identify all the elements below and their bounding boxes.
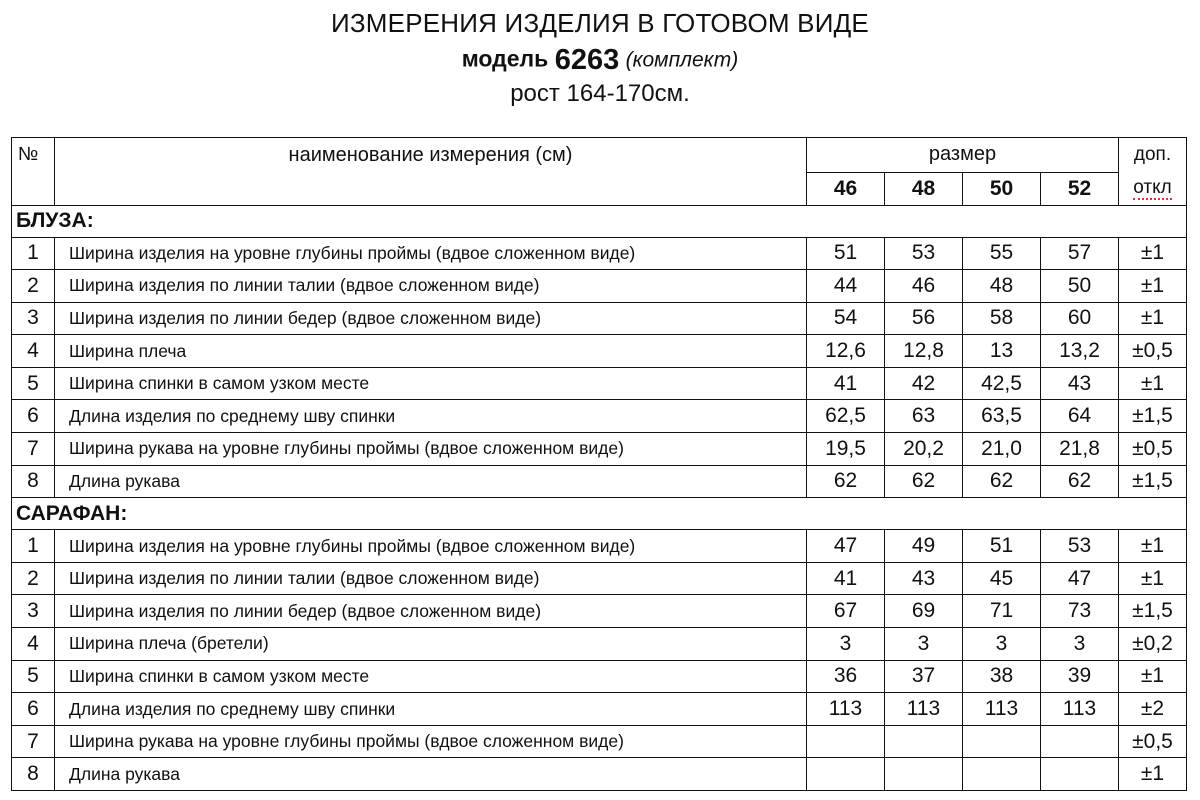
measurement-name: Ширина изделия по линии талии (вдвое сложенном виде) (55, 562, 807, 595)
section-title: САРАФАН: (12, 498, 1187, 530)
measurement-name: Длина изделия по среднему шву спинки (55, 400, 807, 433)
size-value: 49 (885, 530, 963, 563)
measurement-name: Ширина изделия по линии талии (вдвое сложенном виде) (55, 270, 807, 303)
size-value (807, 758, 885, 791)
table-row (12, 530, 1187, 563)
size-value: 62 (807, 465, 885, 498)
size-value: 3 (963, 628, 1041, 661)
row-number: 7 (12, 433, 55, 466)
col-dev-header-2 (1119, 172, 1187, 205)
table-row (12, 335, 1187, 368)
size-value: 41 (807, 367, 885, 400)
size-value: 48 (963, 270, 1041, 303)
size-value: 71 (963, 595, 1041, 628)
table-row (12, 465, 1187, 498)
size-value: 63,5 (963, 400, 1041, 433)
tolerance-value: ±1,5 (1119, 465, 1187, 498)
table-row (12, 367, 1187, 400)
size-value: 13 (963, 335, 1041, 368)
size-value: 45 (963, 562, 1041, 595)
measurement-name: Ширина спинки в самом узком месте (55, 660, 807, 693)
size-value: 3 (807, 628, 885, 661)
tolerance-value: ±1 (1119, 562, 1187, 595)
row-number: 2 (12, 270, 55, 303)
row-number: 1 (12, 237, 55, 270)
measurement-name: Ширина спинки в самом узком месте (55, 367, 807, 400)
size-value: 47 (807, 530, 885, 563)
size-value (963, 725, 1041, 758)
tolerance-value: ±1 (1119, 237, 1187, 270)
size-value: 53 (1041, 530, 1119, 563)
model-label: модель (461, 45, 549, 72)
tolerance-value: ±1 (1119, 758, 1187, 791)
table-row (12, 270, 1187, 303)
table-row (12, 302, 1187, 335)
tolerance-value: ±1 (1119, 302, 1187, 335)
height-line: рост 164-170см. (510, 80, 690, 107)
col-dev-header-2-text: откл (1133, 177, 1172, 199)
size-value: 43 (1041, 367, 1119, 400)
model-number: 6263 (554, 44, 620, 76)
measurement-name: Ширина рукава на уровне глубины проймы (вдвое сложенном виде) (55, 433, 807, 466)
size-value: 13,2 (1041, 335, 1119, 368)
size-value: 47 (1041, 562, 1119, 595)
row-number: 4 (12, 628, 55, 661)
row-number: 4 (12, 335, 55, 368)
measurement-name: Ширина изделия на уровне глубины проймы (вдвое сложенном виде) (55, 237, 807, 270)
tolerance-value: ±1,5 (1119, 400, 1187, 433)
measurement-name: Ширина изделия по линии бедер (вдвое сложенном виде) (55, 595, 807, 628)
size-value: 39 (1041, 660, 1119, 693)
size-value: 12,6 (807, 335, 885, 368)
measurement-name: Длина рукава (55, 758, 807, 791)
size-header: 48 (885, 172, 963, 205)
measurement-name: Длина рукава (55, 465, 807, 498)
row-number: 8 (12, 465, 55, 498)
size-value: 54 (807, 302, 885, 335)
measurement-name: Ширина изделия по линии бедер (вдвое сложенном виде) (55, 302, 807, 335)
row-number: 2 (12, 562, 55, 595)
col-name-header: наименование измерения (см) (55, 138, 807, 206)
size-value (1041, 725, 1119, 758)
size-value: 51 (963, 530, 1041, 563)
size-value: 42 (885, 367, 963, 400)
size-value: 19,5 (807, 433, 885, 466)
size-value: 37 (885, 660, 963, 693)
size-value: 63 (885, 400, 963, 433)
size-value (807, 725, 885, 758)
size-value: 12,8 (885, 335, 963, 368)
table-row (12, 628, 1187, 661)
size-value: 51 (807, 237, 885, 270)
table-row (12, 562, 1187, 595)
measurement-name: Ширина рукава на уровне глубины проймы (вдвое сложенном виде) (55, 725, 807, 758)
size-value: 57 (1041, 237, 1119, 270)
tolerance-value: ±1,5 (1119, 595, 1187, 628)
table-row (12, 433, 1187, 466)
table-row (12, 725, 1187, 758)
size-value: 69 (885, 595, 963, 628)
size-value: 62 (885, 465, 963, 498)
col-size-header: размер (807, 138, 1119, 173)
row-number: 5 (12, 367, 55, 400)
size-value: 38 (963, 660, 1041, 693)
section-row (12, 205, 1187, 237)
measurement-name: Длина изделия по среднему шву спинки (55, 693, 807, 726)
size-value: 60 (1041, 302, 1119, 335)
size-value: 43 (885, 562, 963, 595)
table-row (12, 237, 1187, 270)
size-value: 41 (807, 562, 885, 595)
size-value: 113 (807, 693, 885, 726)
size-value: 20,2 (885, 433, 963, 466)
size-value: 58 (963, 302, 1041, 335)
measurement-name: Ширина плеча (бретели) (55, 628, 807, 661)
tolerance-value: ±1 (1119, 270, 1187, 303)
row-number: 5 (12, 660, 55, 693)
tolerance-value: ±1 (1119, 367, 1187, 400)
size-value: 62 (963, 465, 1041, 498)
tolerance-value: ±0,5 (1119, 433, 1187, 466)
size-value: 56 (885, 302, 963, 335)
size-value: 73 (1041, 595, 1119, 628)
table-row (12, 400, 1187, 433)
tolerance-value: ±1 (1119, 530, 1187, 563)
model-note: (комплект) (625, 48, 739, 72)
size-value: 55 (963, 237, 1041, 270)
row-number: 3 (12, 595, 55, 628)
size-value: 53 (885, 237, 963, 270)
size-value: 67 (807, 595, 885, 628)
tolerance-value: ±0,5 (1119, 725, 1187, 758)
size-value: 113 (885, 693, 963, 726)
section-title: БЛУЗА: (12, 205, 1187, 237)
size-value: 3 (885, 628, 963, 661)
size-value: 113 (963, 693, 1041, 726)
row-number: 6 (12, 693, 55, 726)
size-value: 113 (1041, 693, 1119, 726)
table-row (12, 660, 1187, 693)
row-number: 7 (12, 725, 55, 758)
size-value: 62 (1041, 465, 1119, 498)
measurement-name: Ширина изделия на уровне глубины проймы (вдвое сложенном виде) (55, 530, 807, 563)
size-header: 52 (1041, 172, 1119, 205)
size-value: 50 (1041, 270, 1119, 303)
size-value: 46 (885, 270, 963, 303)
measurements-table (11, 137, 1187, 791)
table-row (12, 595, 1187, 628)
table-row (12, 693, 1187, 726)
size-header: 46 (807, 172, 885, 205)
row-number: 6 (12, 400, 55, 433)
tolerance-value: ±2 (1119, 693, 1187, 726)
size-value (885, 725, 963, 758)
tolerance-value: ±0,5 (1119, 335, 1187, 368)
size-value: 3 (1041, 628, 1119, 661)
size-value: 36 (807, 660, 885, 693)
document-title: ИЗМЕРЕНИЯ ИЗДЕЛИЯ В ГОТОВОМ ВИДЕ (331, 8, 869, 38)
tolerance-value: ±0,2 (1119, 628, 1187, 661)
model-line (0, 44, 1200, 77)
row-number: 8 (12, 758, 55, 791)
tolerance-value: ±1 (1119, 660, 1187, 693)
table-row (12, 758, 1187, 791)
size-value: 42,5 (963, 367, 1041, 400)
size-value (885, 758, 963, 791)
size-value: 62,5 (807, 400, 885, 433)
size-value (963, 758, 1041, 791)
size-value (1041, 758, 1119, 791)
size-value: 21,0 (963, 433, 1041, 466)
col-num-header: № (12, 138, 55, 206)
row-number: 1 (12, 530, 55, 563)
section-row (12, 498, 1187, 530)
size-header: 50 (963, 172, 1041, 205)
measurement-name: Ширина плеча (55, 335, 807, 368)
size-value: 64 (1041, 400, 1119, 433)
col-dev-header-1: доп. (1119, 138, 1187, 173)
size-value: 44 (807, 270, 885, 303)
size-value: 21,8 (1041, 433, 1119, 466)
row-number: 3 (12, 302, 55, 335)
